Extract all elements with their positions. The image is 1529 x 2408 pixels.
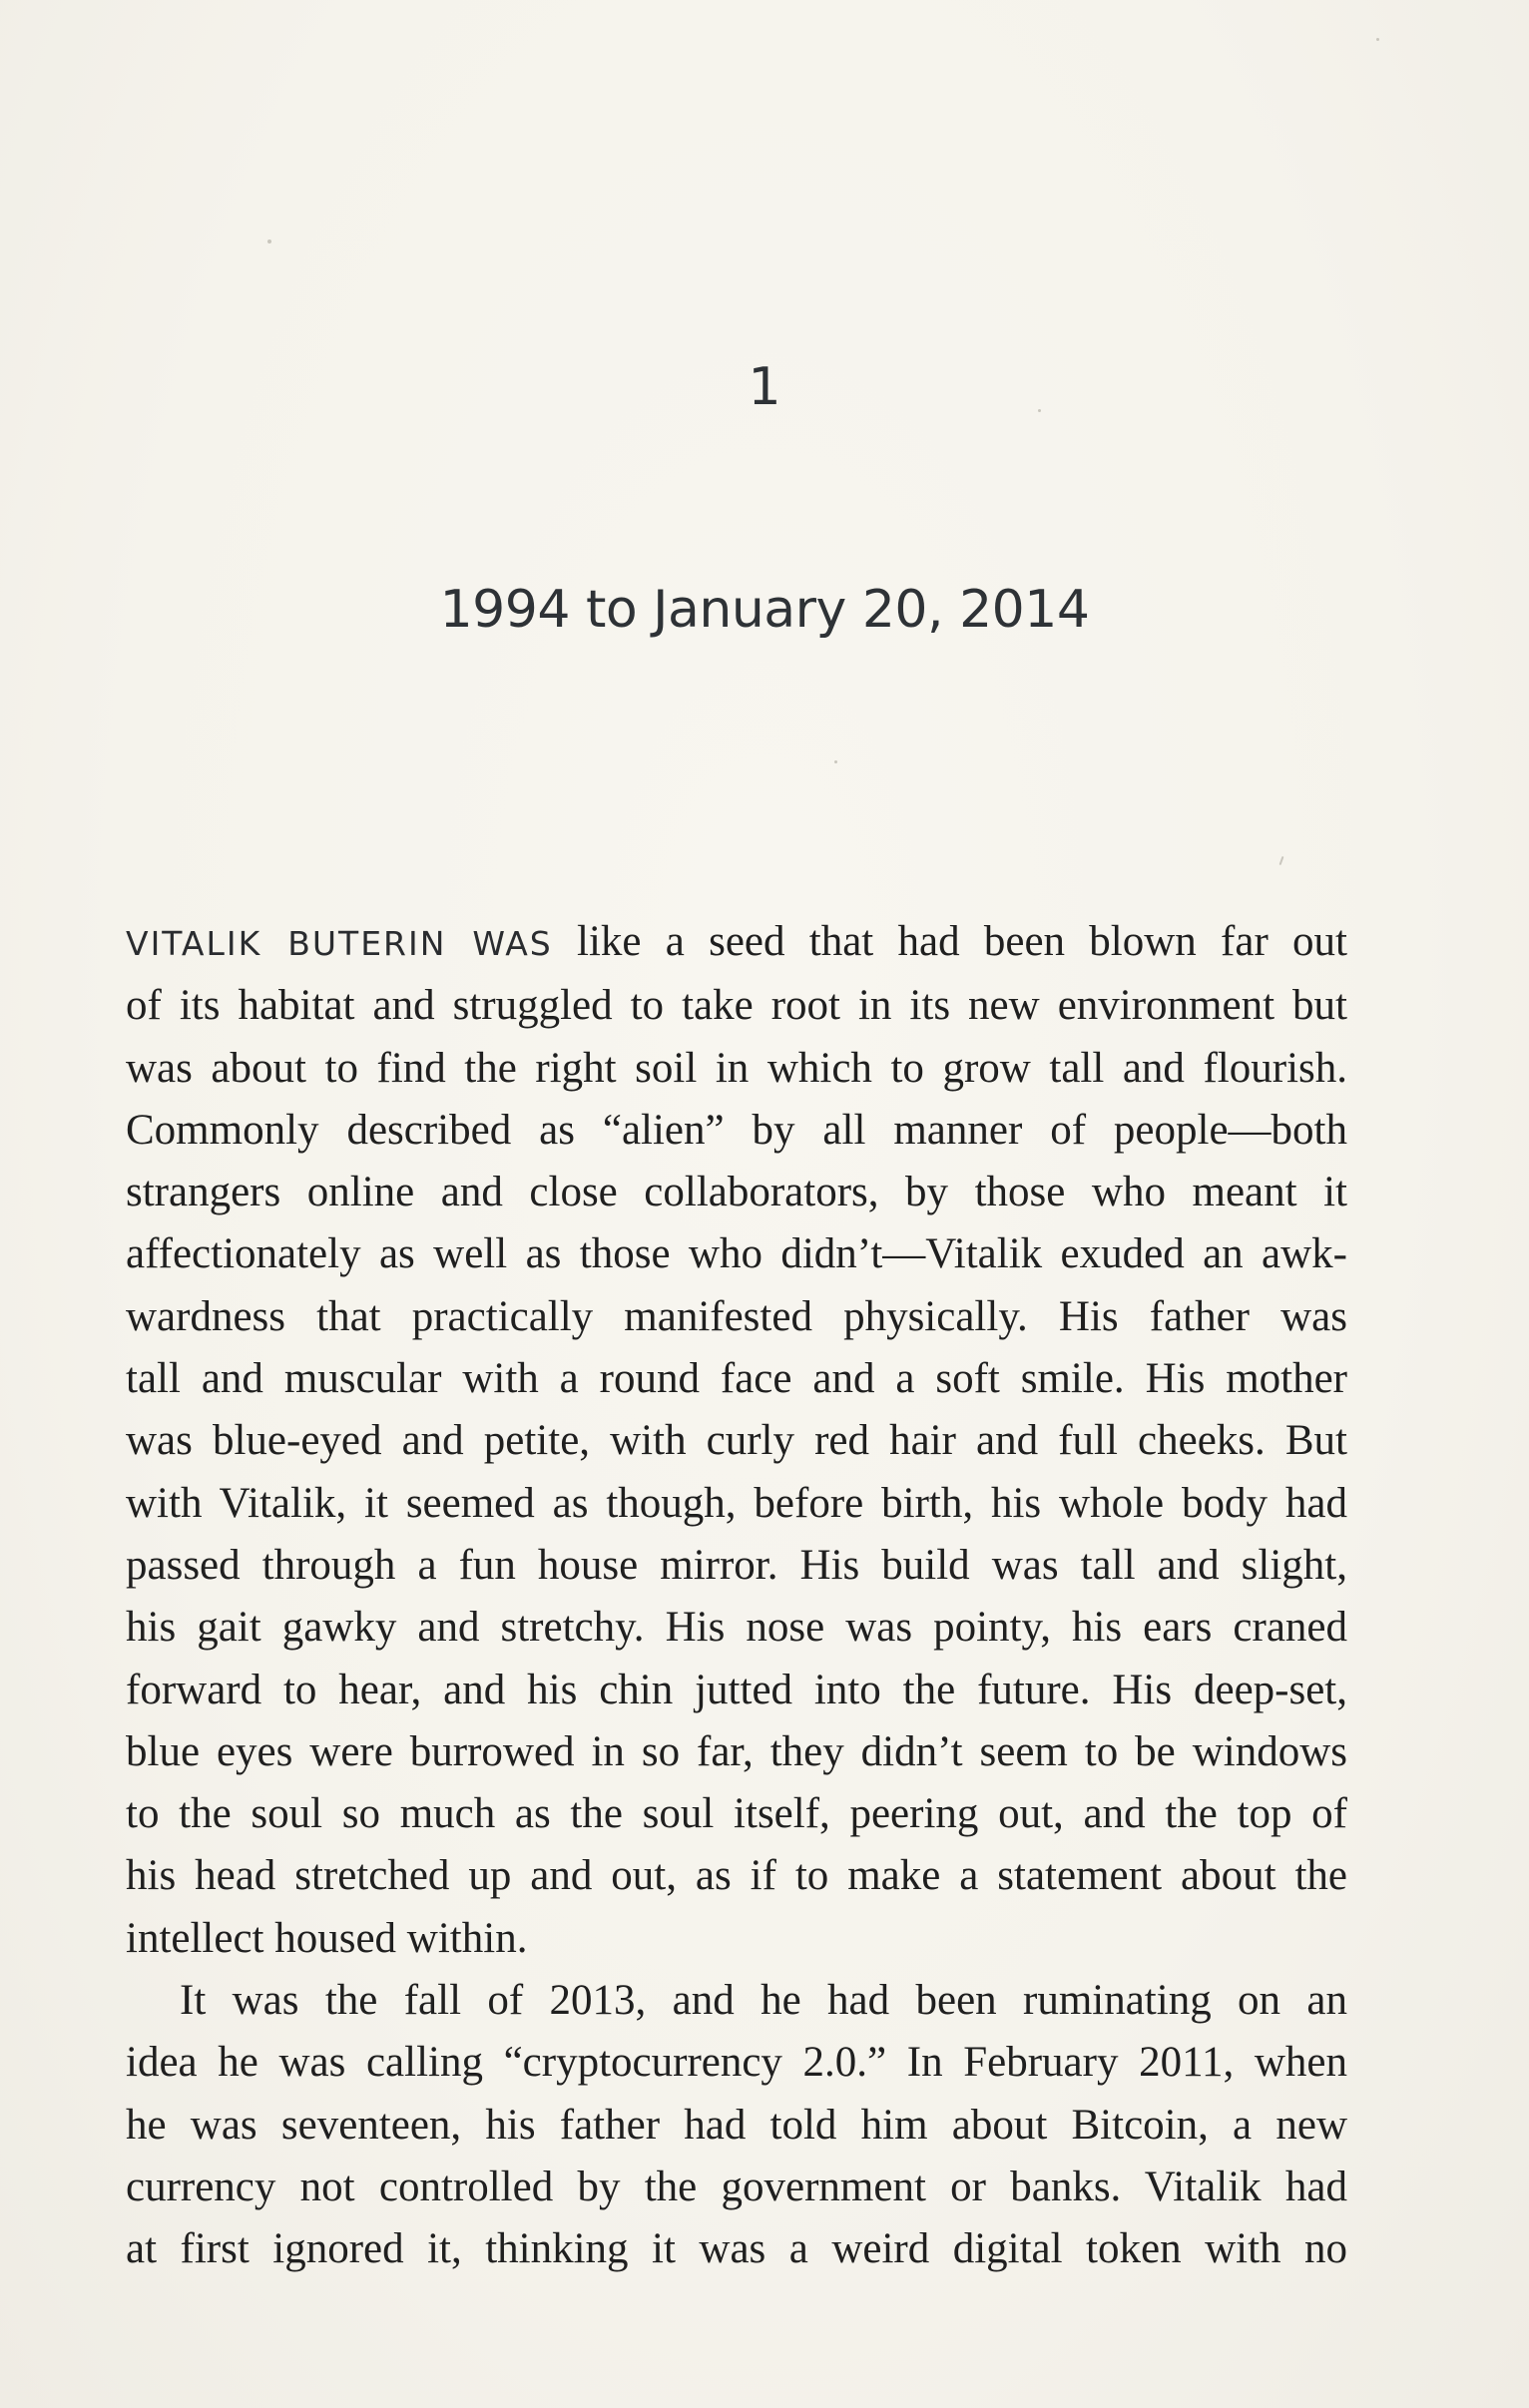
text-line: his head stretched up and out, as if to make a statement about the — [126, 1852, 1347, 1900]
text-line: blue eyes were burrowed in so far, they didn’t seem to be windows — [126, 1727, 1347, 1775]
lead-in-smallcaps: VITALIK BUTERIN WAS — [126, 924, 553, 963]
text-line: at first ignored it, thinking it was a weird digital token with no — [126, 2225, 1347, 2273]
text-line — [126, 911, 1347, 975]
text-line: was about to find the right soil in which to grow tall and flourish. — [126, 1044, 1347, 1092]
chapter-title: 1994 to January 20, 2014 — [439, 580, 1090, 640]
text-line: of its habitat and struggled to take root in its new environment but — [126, 982, 1347, 1030]
text-line: he was seventeen, his father had told him about Bitcoin, a new — [126, 2101, 1347, 2149]
text-line: forward to hear, and his chin jutted into the future. His deep-set, — [126, 1666, 1347, 1713]
text-line: idea he was calling “cryptocurrency 2.0.” In February 2011, when — [126, 2039, 1347, 2087]
paper-speck — [1279, 856, 1284, 865]
paper-speck — [1376, 38, 1379, 41]
text-line: affectionately as well as those who didn’t—Vitalik exuded an awk- — [126, 1230, 1347, 1278]
text-line: tall and muscular with a round face and a soft smile. His mother — [126, 1355, 1347, 1403]
text-line: to the soul so much as the soul itself, peering out, and the top of — [126, 1790, 1347, 1838]
chapter-number: 1 — [748, 357, 781, 417]
text-line: passed through a fun house mirror. His build was tall and slight, — [126, 1541, 1347, 1589]
text-line: strangers online and close collaborators, by those who meant it — [126, 1169, 1347, 1216]
paper-speck — [267, 240, 271, 243]
text-line: currency not controlled by the government or banks. Vitalik had — [126, 2163, 1347, 2210]
chapter-body — [126, 911, 1347, 2281]
text-line-content: like a seed that had been blown far out — [552, 918, 1347, 965]
text-line: his gait gawky and stretchy. His nose was pointy, his ears craned — [126, 1604, 1347, 1652]
text-line: with Vitalik, it seemed as though, before birth, his whole body had — [126, 1479, 1347, 1527]
text-line: wardness that practically manifested physically. His father was — [126, 1292, 1347, 1340]
paragraph-2 — [126, 1970, 1347, 2280]
text-line: It was the fall of 2013, and he had been ruminating on an — [180, 1977, 1347, 2025]
text-line: intellect housed within. — [126, 1914, 528, 1962]
paper-speck — [834, 760, 837, 763]
text-line: was blue-eyed and petite, with curly red hair and full cheeks. But — [126, 1417, 1347, 1465]
paragraph-1 — [126, 911, 1347, 1970]
text-line: Commonly described as “alien” by all manner of people—both — [126, 1106, 1347, 1154]
